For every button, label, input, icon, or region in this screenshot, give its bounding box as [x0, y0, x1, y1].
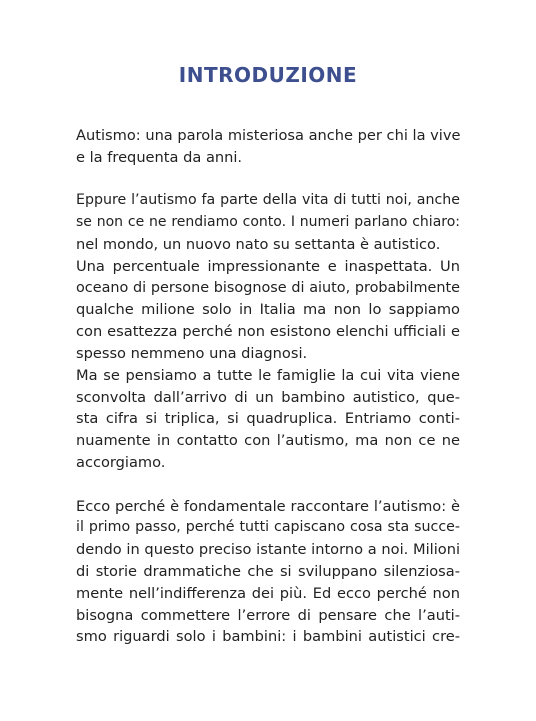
- text-line: spesso nemmeno una diagnosi.: [76, 344, 308, 362]
- text-line: sta cifra si triplica, si quadruplica. Entriamo conti-: [76, 410, 460, 428]
- text-line: Eppure l’autismo fa parte della vita di tutti noi, anche: [76, 192, 460, 209]
- text-line: smo riguardi solo i bambini: i bambini autistici cre-: [76, 628, 460, 646]
- paragraph: [76, 190, 460, 473]
- text-line: Una percentuale impressionante e inaspettata. Un: [76, 257, 460, 275]
- text-line: qualche milione solo in Italia ma non lo sappiamo: [76, 301, 460, 319]
- text-line: nuamente in contatto con l’autismo, ma non ce ne: [76, 432, 460, 450]
- page-title: INTRODUZIONE: [178, 63, 358, 87]
- text-line: e la frequenta da anni.: [76, 148, 243, 166]
- text-line: di storie drammatiche che si sviluppano silenziosa-: [76, 562, 460, 580]
- body-text: [76, 125, 460, 648]
- text-line: accorgiamo.: [76, 453, 166, 471]
- paragraph: [76, 496, 460, 649]
- text-line: con esattezza perché non esistono elenchi ufficiali e: [76, 323, 460, 341]
- text-line: Ma se pensiamo a tutte le famiglie la cui vita viene: [76, 366, 460, 384]
- text-line: dendo in questo preciso istante intorno a noi. Milioni: [76, 541, 460, 559]
- text-line: oceano di persone bisognose di aiuto, probabilmente: [76, 279, 460, 296]
- text-line: mente nell’indifferenza dei più. Ed ecco perché non: [76, 584, 460, 602]
- paragraph-gap: [76, 169, 460, 191]
- paragraph-gap: [76, 474, 460, 496]
- text-line: bisogna commettere l’errore di pensare che l’auti-: [76, 606, 460, 624]
- text-line: nel mondo, un nuovo nato su settanta è autistico.: [76, 235, 441, 253]
- text-line: sconvolta dall’arrivo di un bambino autistico, que-: [76, 388, 460, 406]
- paragraph: [76, 125, 460, 169]
- text-line: Ecco perché è fondamentale raccontare l’autismo: è: [76, 497, 460, 515]
- text-line: Autismo: una parola misteriosa anche per chi la vive: [76, 127, 461, 144]
- text-line: il primo passo, perché tutti capiscano cosa sta succe-: [76, 519, 460, 536]
- text-line: se non ce ne rendiamo conto. I numeri parlano chiaro:: [76, 214, 460, 231]
